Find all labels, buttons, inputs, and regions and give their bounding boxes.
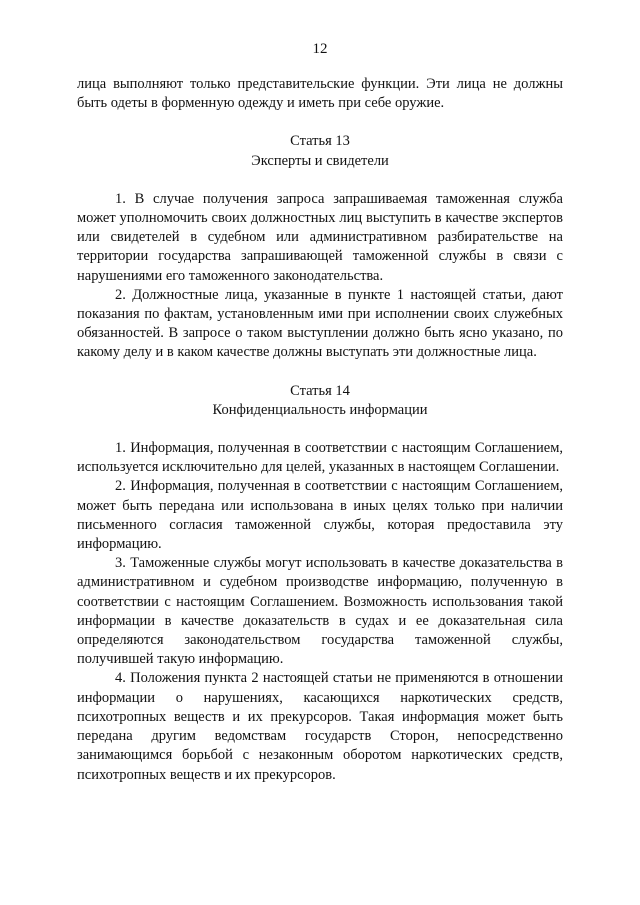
article-14-paragraph-3: 3. Таможенные службы могут использовать в качестве доказательства в административном и судебном производстве информацию, полученную в соответствии с настоящим Соглашением. Возможность использования такой информации в качестве доказательств в судах и ее доказательная сила определяются законодательством государства таможенной службы, получившей такую информацию. <box>77 555 563 668</box>
article-14-heading <box>77 382 563 420</box>
intro-paragraph: лица выполняют только представительские функции. Эти лица не должны быть одеты в форменную одежду и иметь при себе оружие. <box>77 76 563 112</box>
article-14-title: Конфиденциальность информации <box>212 401 428 418</box>
article-13-number: Статья 13 <box>290 133 350 150</box>
article-13-paragraph-1: 1. В случае получения запроса запрашиваемая таможенная служба может уполномочить своих должностных лиц выступить в качестве экспертов или свидетелей в судебном или административном разбирательстве на территории государства запрашивающей таможенной службы в связи с нарушениями его таможенного законодательства. <box>77 190 563 284</box>
article-14-paragraph-2: 2. Информация, полученная в соответствии с настоящим Соглашением, может быть передана или использована в иных целях только при наличии письменного согласия таможенной службы, которая предоставила эту информацию. <box>77 478 563 553</box>
article-14-paragraph-4: 4. Положения пункта 2 настоящей статьи не применяются в отношении информации о нарушениях, касающихся наркотических средств, психотропных веществ и их прекурсоров. Такая информация может быть передана другим ведомствам государств Сторон, непосредственно занимающимся борьбой с незаконным оборотом наркотических средств, психотропных веществ и их прекурсоров. <box>77 670 563 783</box>
page-number: 12 <box>312 41 328 57</box>
article-13-paragraph-2: 2. Должностные лица, указанные в пункте 1 настоящей статьи, дают показания по фактам, установленным ими при исполнении своих служебных обязанностей. В запросе о таком выступлении должно быть ясно указано, по какому делу и в каком качестве должны выступать эти должностные лица. <box>77 286 563 361</box>
document-body <box>77 75 563 785</box>
article-14-number: Статья 14 <box>290 382 350 399</box>
article-14-paragraph-1: 1. Информация, полученная в соответствии с настоящим Соглашением, используется исключительно для целей, указанных в настоящем Соглашении. <box>77 440 563 476</box>
article-13-heading <box>77 132 563 170</box>
article-13-title: Эксперты и свидетели <box>251 152 389 169</box>
